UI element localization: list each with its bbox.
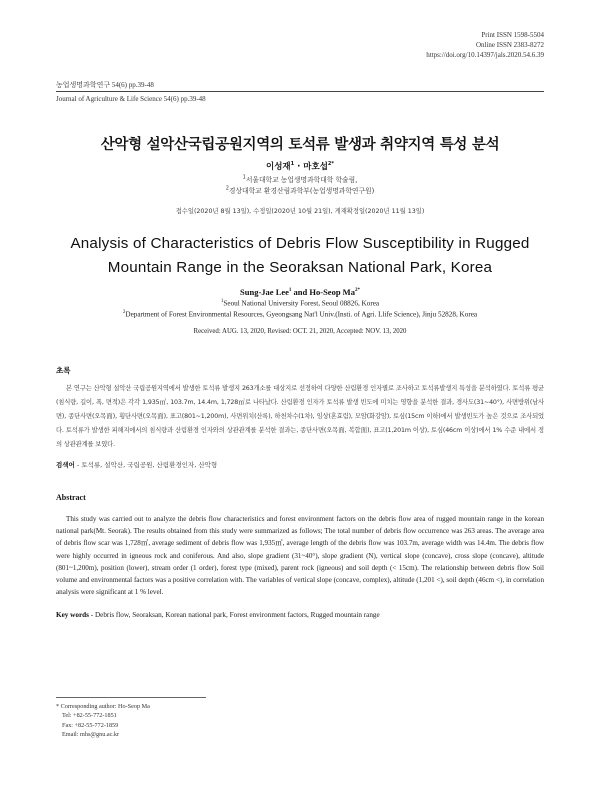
english-title-line-2: Mountain Range in the Seoraksan National Park, Korea [107, 259, 493, 276]
issn-block [426, 30, 544, 60]
korean-keywords-list: 토석류, 설악산, 국립공원, 산림환경인자, 산악형 [81, 461, 218, 469]
english-keywords-label: Key words [56, 611, 89, 619]
english-keywords: Key words - Debris flow, Seoraksan, Korean national park, Forest environment factors, Rugged mountain range [56, 611, 380, 619]
korean-abstract-heading: 초록 [56, 366, 71, 375]
english-abstract-body: This study was carried out to analyze the debris flow characteristics and forest environment factors on the debris flow area of rugged mountain range in the korean national park(Mt. Seorak). The results obtained from this study were summarized as follows; The total number of debris flow occurrence was 263 areas. The average area of debris flow scar was 1,728㎡, average sediment of debris flow was 1,935㎥, average length of the debris flow was 103.7m, average width was 14.4m. The debris flow were highly occurred in igneous rock and coniferous. And also, slope gradient (31~40°), slope gradient (N), vertical slope (concave), cross slope (concave), altitude (801~1,200m), position (lower), stream order (1 order), forest type (mixed), parent rock (igneous) and soil depth (< 15cm). The relationship between debris flow Soil volume and environmental factors was a positive correlation with. The variables of vertical slope (concave, complex), altitude (1,201 <), soil depth (46cm <), in correlation analysis were significant at 1 % level. [56, 515, 544, 597]
corresponding-author: * Corresponding author: Ho-Seop Ma [56, 703, 150, 710]
footnote [56, 702, 150, 740]
online-issn: Online ISSN 2383-8272 [475, 41, 544, 49]
english-title [0, 232, 600, 280]
english-title-line-1: Analysis of Characteristics of Debris Flow Susceptibility in Rugged [70, 235, 530, 252]
english-keywords-list: Debris flow, Seoraksan, Korean national park, Forest environment factors, Rugged mountain range [94, 611, 380, 619]
korean-author-1: 이성재 [265, 162, 291, 172]
korean-author-2: 마호섭 [303, 162, 328, 172]
journal-name-kr: 농업생명과학연구 54(6) pp.39-48 [56, 81, 154, 89]
print-issn: Print ISSN 1598-5504 [481, 31, 544, 39]
english-author-2: Ho-Seop Ma [309, 287, 355, 297]
english-affiliation-1: $^1$Seoul National University Forest, Seoul 08826, Korea [220, 299, 380, 308]
korean-title: 산악형 설악산국립공원지역의 토석류 발생과 취약지역 특성 분석 [100, 137, 500, 153]
korean-affiliation-1: $^1$서울대학교 농업생명과학대학 학술림, [242, 174, 358, 184]
korean-authors: 이성재$^1$ · 마호섭$^{2*}$ [265, 161, 334, 172]
english-author-1: Sung-Jae Lee [240, 287, 289, 297]
korean-abstract-body: 본 연구는 산악형 설악산 국립공원지역에서 발생한 토석류 발생지 263개소를 대상지로 선정하여 다양한 산림환경 인자별로 조사하고 토석류발생지 특성을 분석하였다. 토석류 평균(침식량, 길이, 폭, 면적)은 각각 1,935㎥, 103.7m, 14.4m, 1,728㎡로 나타났다. 산림환경 인자가 토석류 발생 빈도에 미치는 영향을 분석한 결과, 경사도(31~40°), 사면방위(남사면), 종단사면(오목面), 횡단사면(오목面), 표고(801~1,200m), 사면위치(산록), 하천차수(1차), 임상(혼효림), 모암(화강암), 토심(15cm 이하)에서 발생빈도가 높은 것으로 조사되었다. 토석류가 발생한 피해지에서의 침식량과 산림환경 인자와의 상관관계를 분석한 결과는, 종단사면(오목面, 복합面), 표고(1,201m 이상), 토심(46cm 이상)에서 1% 수준 내에서 정의 상관관계를 보였다. [56, 385, 544, 448]
korean-affiliation-2: $^2$경상대학교 환경산림과학부(농업생명과학연구원) [225, 185, 375, 195]
footnote-rule [56, 697, 206, 698]
korean-keywords: 검색어 - 토석류, 설악산, 국립공원, 산림환경인자, 산악형 [56, 461, 218, 469]
footnote-fax: Fax: +82-55-772-1859 [62, 721, 119, 729]
header-rule [56, 91, 544, 92]
doi-link[interactable]: https://doi.org/10.14397/jals.2020.54.6.39 [426, 51, 544, 59]
korean-dates: 접수일(2020년 8월 13일), 수정일(2020년 10월 21일), 게재확정일(2020년 11월 13일) [175, 208, 425, 215]
journal-name-en: Journal of Agriculture & Life Science 54(6) pp.39-48 [56, 95, 206, 103]
english-authors: Sung-Jae Lee$^1$ and Ho-Seop $Ma^{2*}$ [240, 287, 360, 297]
footnote-tel: Tel: +82-55-772-1851 [62, 712, 117, 720]
footnote-email[interactable]: Email: mhs@gnu.ac.kr [62, 731, 120, 739]
english-abstract-heading: Abstract [56, 493, 86, 502]
english-dates: Received: AUG. 13, 2020, Revised: OCT. 21, 2020, Accepted: NOV. 13, 2020 [193, 328, 407, 335]
english-affiliation-2: $^2$Department of Forest Environmental Resources, Gyeongsang Nat'l Univ.(Insti. of Agri. Llife Science), Jinju 52828, Korea [122, 310, 478, 319]
korean-keywords-label: 검색어 [56, 461, 75, 469]
